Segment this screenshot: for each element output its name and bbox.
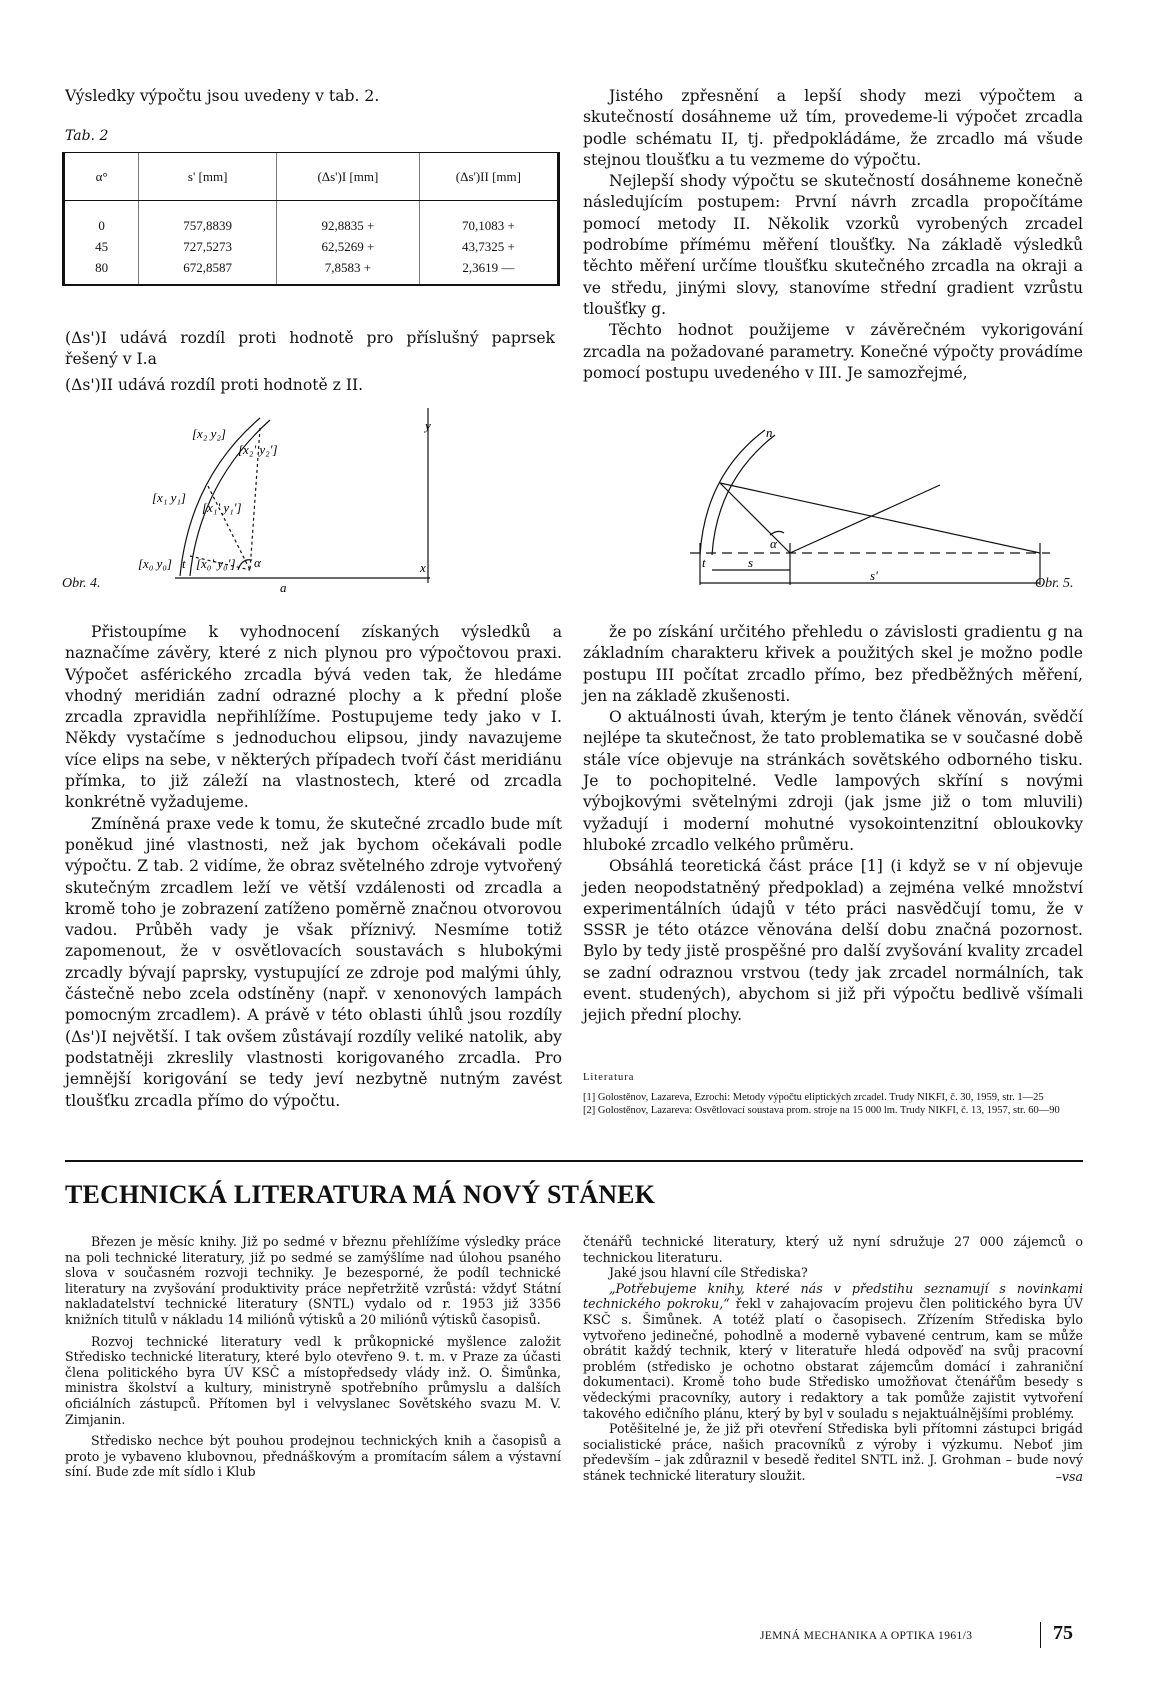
figure-4 [120, 408, 470, 593]
right-mid-text [583, 622, 1083, 1027]
table-row [65, 201, 557, 237]
paragraph: Těchto hodnot použijeme v závěrečném vykorigování zrcadla na požadované parametry. Konečné výpočty provádíme pomocí postupu uvedeného v III. Je samozřejmé, [583, 321, 1083, 382]
table-header-cell: s' [mm] [139, 153, 277, 201]
results-table [62, 152, 560, 286]
fig5-s-prime-label: s' [870, 568, 878, 583]
paragraph: Středisko nechce být pouhou prodejnou technických knih a časopisů a proto je vybaveno klubovnou, přednáškovým a promítacím sálem a výstavní síní. Bude zde mít sídlo i Klub [65, 1433, 561, 1480]
footer-journal: JEMNÁ MECHANIKA A OPTIKA 1961/3 [760, 1630, 973, 1642]
fig4-t-label: t [182, 556, 186, 571]
table-cell: 62,5269 + [277, 236, 420, 257]
table-cell: 2,3619 — [419, 257, 557, 284]
quote-rest: řekl v zahajovacím projevu člen politického byra ÚV KSČ s. Šimůnek. A totéž platí o časopisech. Zřízením Střediska bylo vytvořeno jedinečné, pohodlně a moderně vybavené centrum, kam se může obrátit každý technik, který v literatuře hledá odpověď na svůj pracovní problém (středisko je ochotno obstarat zájemcům domácí i zahraniční dokumentaci). Kromě toho bude Středisko umožňovat čtenářům besedy s vědeckými pracovníky, autory i redaktory a tak pomůže zajistit vytvoření takového edičního plánu, který by byl v souladu s nejaktuálnějšími problémy. [583, 1296, 1083, 1421]
figure-5-caption: Obr. 5. [1035, 576, 1074, 591]
table-cell: 757,8839 [139, 201, 277, 237]
fig4-p1b-label: [x₁' y₁'] [202, 500, 242, 515]
fig5-s-label: s [748, 555, 754, 570]
fig4-axis-y-label: y [425, 418, 431, 433]
signature: –vsa [1055, 1468, 1083, 1484]
table-label: Tab. 2 [65, 128, 109, 144]
paragraph: Přistoupíme k vyhodnocení získaných výsledků a naznačíme závěry, které z nich plynou pro výpočtovou praxi. Výpočet asférického zrcadla bývá veden tak, že hledáme vhodný meridián zadní odrazné plochy a k přední ploše zrcadla zpravidla nepřihlížíme. Postupujeme tedy jako v I. Někdy vystačíme s jednoduchou elipsou, jindy navazujeme více elips na sebe, v některých případech tvoří část meridiánu přímka, to již záleží na vlastnostech, které od zrcadla konkrétně vyžadujeme. [65, 623, 562, 812]
literature-item: [1] Golostěnov, Lazareva, Ezrochi: Metody výpočtu eliptických zrcadel. Trudy NIKFI, č. 30, 1959, str. 1—25 [583, 1092, 1044, 1104]
table-header-cell: (Δs')I [mm] [277, 153, 420, 201]
left-mid-text [65, 622, 562, 1112]
figure-5-diagram [690, 425, 1060, 595]
table-row [65, 236, 557, 257]
figure-4-diagram [120, 408, 470, 593]
table-note: (Δs')I udává rozdíl proti hodnotě pro příslušný paprsek řešený v I.a [65, 329, 555, 369]
table-cell: 672,8587 [139, 257, 277, 284]
fig4-p2-label: [x₂ y₂] [192, 426, 226, 441]
table-header-cell: (Δs')II [mm] [419, 153, 557, 201]
page-number: 75 [1053, 1622, 1073, 1644]
figure-4-caption: Obr. 4. [62, 576, 101, 591]
figure-5 [690, 425, 1060, 595]
paragraph: Jaké jsou hlavní cíle Střediska? [609, 1265, 808, 1281]
table-row [65, 257, 557, 284]
table-cell: 7,8583 + [277, 257, 420, 284]
table-header-cell: α° [65, 153, 139, 201]
literature-item: [2] Golostěnov, Lazareva: Osvětlovací soustava prom. stroje na 15 000 lm. Trudy NIKFI, č. 13, 1957, str. 60—90 [583, 1104, 1060, 1116]
literature [583, 1072, 1083, 1117]
quote-paragraph [583, 1281, 1083, 1421]
article-title: TECHNICKÁ LITERATURA MÁ NOVÝ STÁNEK [65, 1180, 656, 1209]
fig5-alpha-label: α [770, 536, 777, 551]
paragraph: Potěšitelné je, že již při otevření Střediska byli přítomni zástupci brigád socialistické práce, našich pracovníků z výroby i výzkumu. Neboť jim především – jak zdůraznil v besedě ředitel SNTL inž. J. Grohman – bude nový stánek technické literatury sloužit. [583, 1421, 1083, 1483]
right-top-text [583, 86, 1083, 384]
fig5-n-label: n [766, 425, 773, 440]
paragraph: Jistého zpřesnění a lepší shody mezi výpočtem a skutečností dosáhneme už tím, provedeme-li výpočet zrcadla podle schématu II, tj. předpokládáme, že zrcadlo má všude stejnou tloušťku a tu vezmeme do výpočtu. [583, 87, 1083, 169]
table-note: (Δs')II udává rozdíl proti hodnotě z II. [65, 376, 364, 394]
paragraph: čtenářů technické literatury, který už nyní sdružuje 27 000 zájemců o technickou literaturu. [583, 1234, 1083, 1265]
article-right-col [583, 1234, 1083, 1484]
fig4-p0b-label: [x₀' y₀'] [196, 556, 236, 571]
table-cell: 727,5273 [139, 236, 277, 257]
table-header-row [65, 153, 557, 201]
paragraph: O aktuálnosti úvah, kterým je tento článek věnován, svědčí nejlépe ta skutečnost, že tato problematika se v současné době stále více objevuje na stránkách sovětského odborného tisku. Je to pochopitelné. Vedle lampových skříní s novými výbojkovými světelnými zdroji (jak jsme již o tom mluvili) vyžadují i moderní mohutné vysokointenzitní obloukovky hluboké zrcadlo velkého průměru. [583, 708, 1083, 854]
fig4-axis-x-label: x [420, 560, 426, 575]
table-cell: 70,1083 + [419, 201, 557, 237]
fig4-p0-label: [x₀ y₀] [138, 556, 172, 571]
fig4-alpha-label: α [254, 555, 261, 570]
literature-heading: Literatura [583, 1072, 635, 1083]
table-cell: 80 [95, 259, 109, 275]
paragraph: Nejlepší shody výpočtu se skutečností dosáhneme konečně následujícím postupem: První návrh zrcadla propočítáme pomocí metody II. Několik vzorků vyrobených zrcadel podrobíme přímému měření tloušťky. Na základě výsledků těchto měření určíme tloušťku skutečného zrcadla na okraji a ve středu, jinými slovy, stanovíme střední gradient vzrůstu tloušťky g. [583, 172, 1083, 318]
table-cell: 0 [98, 217, 105, 233]
results-intro: Výsledky výpočtu jsou uvedeny v tab. 2. [65, 87, 380, 105]
table-cell: 43,7325 + [419, 236, 557, 257]
section-divider [65, 1160, 1083, 1162]
fig4-p1-label: [x₁ y₁] [152, 490, 186, 505]
article-left-col [65, 1234, 561, 1480]
fig4-p2b-label: [x₂' y₂'] [238, 442, 278, 457]
footer-separator [1040, 1622, 1041, 1648]
quote-italic: „Potřebujeme knihy, které nás v předstihu seznamují s novinkami technického pokroku,“ [583, 1280, 1083, 1312]
paragraph: že po získání určitého přehledu o závislosti gradientu g na základním charakteru křivek a použitých skel je možno podle postupu III počítat zrcadlo přímo, bez předběžných měření, jen na základě zkušenosti. [583, 623, 1083, 705]
paragraph: Zmíněná praxe vede k tomu, že skutečné zrcadlo bude mít poněkud jiné vlastnosti, než jak bychom očekávali podle výpočtu. Z tab. 2 vidíme, že obraz světelného zdroje vytvořený skutečným zrcadlem leží ve větší vzdálenosti od zrcadla a kromě toho je zobrazení zatíženo poměrně značnou otvorovou vadou. Průběh vady je však příznivý. Nesmíme totiž zapomenout, že v osvětlovacích soustavách s hlubokými zrcadly bývají paprsky, vystupující ze zdroje pod malými úhly, částečně nebo zcela odstíněny (např. v xenonových lampách pomocným zrcadlem). A právě v této oblasti úhlů jsou rozdíly (Δs')I největší. I tak ovšem zůstávají rozdíly veliké natolik, aby podstatněji zkreslily vlastnosti korigovaného zrcadla. Pro jemnější korigování se tedy jeví nezbytně nutným zavést tloušťku zrcadla přímo do výpočtu. [65, 814, 562, 1110]
table-cell: 45 [95, 238, 109, 254]
fig4-a-label: a [280, 580, 287, 593]
fig5-t-label: t [702, 555, 706, 570]
paragraph: Březen je měsíc knihy. Již po sedmé v březnu přehlížíme výsledky práce na poli technické literatury, již po sedmé se zamýšlíme nad úlohou psaného slova v současném rozvoji techniky. Je bezesporné, že podíl technické literatury na zvyšování produktivity práce nepřetržitě vzrůstá: vždyť Státní nakladatelství technické literatury (SNTL) vydalo od r. 1953 již 3356 knižních titulů v nákladu 14 miliónů výtisků a 20 miliónů výtisků časopisů. [65, 1234, 561, 1327]
paragraph: Obsáhlá teoretická část práce [1] (i když se v ní objevuje jeden neopodstatněný předpoklad) a zejména velké množství experimentálních údajů v této práci nasvědčují tomu, že v SSSR je této otázce věnována delší dobu značná pozornost. Bylo by tedy jistě prospěšné pro další zvyšování kvality zrcadel se zadní odraznou vrstvou (tedy jak zrcadel normálních, tak event. studených), abychom si již při výpočtu bedlivě všímali jejich přední plochy. [583, 857, 1083, 1025]
table-cell: 92,8835 + [277, 201, 420, 237]
paragraph: Rozvoj technické literatury vedl k průkopnické myšlence založit Středisko technické literatury, které bylo otevřeno 9. t. m. v Praze za účasti člena politického byra ÚV KSČ a místopředsedy vlády inž. O. Šimůnka, ministra školství a kultury, ministryně spotřebního průmyslu a dalších oficiálních zástupců. Přítomen byl i velvyslanec Sovětského svazu M. V. Zimjanin. [65, 1333, 561, 1427]
